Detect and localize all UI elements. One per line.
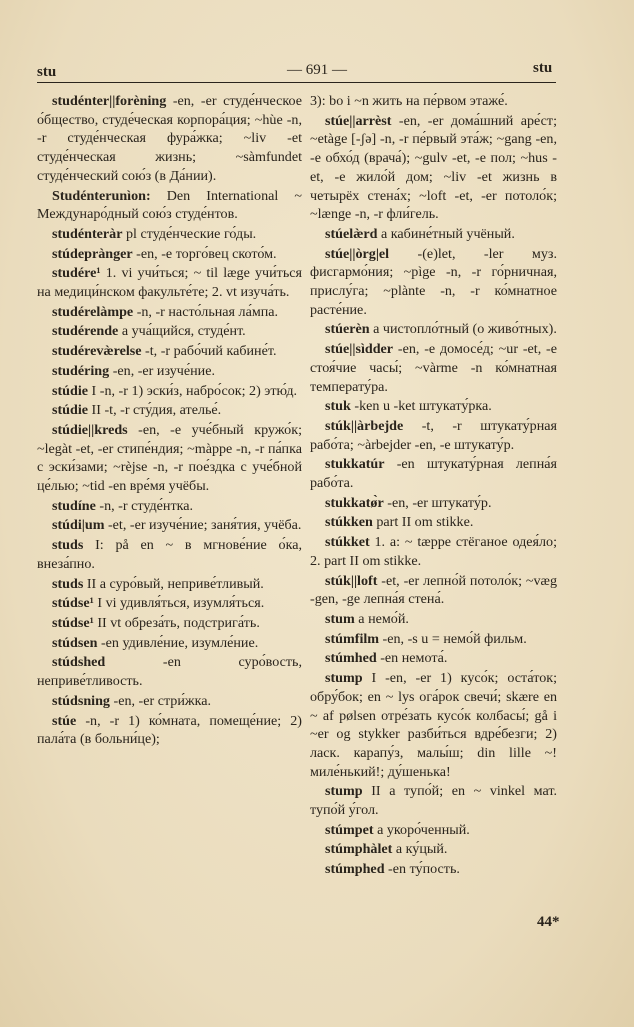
entry-definition: I vi удивля́ться, изумля́ться. [93, 595, 265, 612]
entry-definition: -t, -r штукату́рная рабо́та; ~àrbejder -en, -e штукату́р. [310, 417, 557, 453]
entry-definition: II vt обреза́ть, подстрига́ть. [93, 614, 260, 631]
entry-headword: stúmfilm [325, 630, 380, 647]
entry-headword: stúe||arrèst [325, 112, 392, 129]
entry-definition: -en, -er студе́нческое о́бщество, студе́ческая корпора́ция; ~hùe -n, -r студе́нческая фура́жка; ~liv -et студе́нческая жизнь; ~sàmfundet студе́нческий сою́з (в Да́нии). [37, 93, 302, 184]
entry-definition: a уча́щийся, студе́нт. [118, 323, 246, 340]
dictionary-entry [310, 630, 557, 649]
entry-definition: -n, -r студе́нтка. [95, 497, 194, 514]
entry-headword: stúe||sìdder [325, 341, 394, 358]
dictionary-entry [37, 401, 302, 420]
entry-definition: -en, -er стри́жка. [109, 692, 212, 709]
entry-headword: stukkatúr [325, 456, 385, 473]
entry-headword: stúdse¹ [52, 614, 94, 631]
entry-definition: a немо́й. [354, 610, 409, 627]
dictionary-entry [37, 342, 302, 361]
entry-definition: -n, -r насто́льная ла́мпа. [133, 303, 279, 320]
dictionary-entry [310, 320, 557, 339]
entry-definition: -et, -er изуче́ние; заня́тия, учёба. [104, 517, 302, 534]
running-head-right: stu [533, 60, 553, 76]
entry-definition: 1. a: ~ tæppe стёганое одея́ло; 2. part II om stikke. [310, 534, 557, 569]
dictionary-entry [310, 610, 557, 629]
dictionary-entry [37, 322, 302, 341]
dictionary-entry [310, 821, 557, 840]
dictionary-entry [310, 649, 557, 668]
dictionary-entry [37, 92, 302, 186]
entry-definition: -en немота́. [376, 650, 448, 667]
entry-headword: studérelàmpe [52, 303, 134, 320]
dictionary-entry [37, 382, 302, 401]
entry-headword: stúelæ̀rd [325, 225, 378, 242]
entry-headword: stum [325, 610, 355, 627]
entry-headword: stúmpet [325, 821, 374, 838]
entry-definition: 1. vi учи́ться; ~ til læge учи́ться на медици́нском факульте́те; 2. vt изуча́ть. [37, 265, 302, 301]
entry-definition: -ken u -ket штукату́рка. [350, 398, 492, 415]
entry-definition: -en, -er штукату́р. [383, 494, 492, 511]
dictionary-entry [310, 245, 557, 320]
entry-headword: stúdepràngеr [52, 245, 133, 262]
entry-definition: II a тупо́й; en ~ vinkel мат. тупо́й у́гол. [310, 783, 557, 819]
dictionary-entry [310, 494, 557, 513]
entry-headword: stúe||òrg|el [325, 245, 390, 262]
entry-definition: Den International ~ Междунаро́дный сою́з студе́нтов. [37, 187, 302, 223]
entry-definition: -en удивле́ние, изумле́ние. [97, 634, 259, 651]
entry-definition: -n, -r 1) ко́мната, помеще́ние; 2) пала́та (в больни́це); [37, 712, 302, 748]
dictionary-entry [37, 575, 302, 594]
entry-headword: stúmphàlet [325, 841, 393, 858]
dictionary-entry [310, 669, 557, 781]
entry-definition: -en штукату́рная лепна́я рабо́та. [310, 456, 557, 492]
dictionary-entry [37, 421, 302, 496]
dictionary-entry [37, 536, 302, 573]
entry-headword: stúe [52, 712, 77, 729]
entry-definition: -et, -er лепно́й потоло́к; ~væg -gen, -ge лепна́я стена́. [310, 572, 557, 608]
entry-headword: stúmphed [325, 861, 385, 878]
entry-headword: stúdsning [52, 692, 110, 709]
entry-headword: stump [325, 670, 363, 687]
entry-definition: -en, -e домосе́д; ~ur -et, -e стоя́чие часы́; ~vàrme -n ко́мнатная температу́ра. [310, 341, 557, 395]
dictionary-entry [37, 634, 302, 653]
dictionary-entry [310, 782, 557, 819]
dictionary-entry [37, 497, 302, 516]
entry-headword: stúdie [52, 382, 89, 399]
entry-definition: I -n, -r 1) эски́з, набро́сок; 2) этю́д. [88, 382, 298, 399]
entry-headword: stúdi|um [52, 517, 105, 534]
entry-definition: -(e)let, -ler муз. фисгармо́ния; ~pìge -n, -r го́рничная, прислу́га; ~plànte -n, -r ко́мнатное расте́ние. [310, 245, 557, 318]
entry-headword: stúdsen [52, 634, 98, 651]
entry-definition: -t, -r рабо́чий кабине́т. [141, 343, 277, 360]
left-column [37, 92, 302, 750]
dictionary-entry [310, 455, 557, 492]
entry-headword: stúk||àrbejde [325, 417, 404, 434]
entry-definition: -en, -e уче́бный кружо́к; ~legàt -et, -er стипе́ндия; ~màppe -n, -r па́пка с эски́зами; ~rèjse -n, -r пое́здка с уче́бной це́лью; ~tid -en вре́мя учёбы. [37, 421, 302, 495]
running-head-left: stu [37, 64, 57, 80]
header-rule [37, 82, 556, 83]
entry-headword: studíne [52, 497, 96, 514]
entry-definition: -en, -e торго́вец ското́м. [132, 245, 277, 262]
entry-headword: studénteràr [52, 225, 123, 242]
dictionary-entry [310, 860, 557, 879]
entry-headword: stuk [325, 398, 351, 415]
dictionary-entry [37, 303, 302, 322]
entry-definition: -en суро́вость, неприве́тливость. [37, 654, 302, 690]
entry-definition: -en, -er дома́шний аре́ст; ~etàge [-ʃə] -n, -r пе́рвый эта́ж; ~gang -en, -e обхо́д (врача́); ~gulv -et, -e пол; ~hus -et, -e жило́й дом; ~liv -et жизнь в четырёх стена́х; ~loft -et, -er потоло́к; ~længe -n, -r фли́гель. [310, 112, 557, 223]
dictionary-entry [310, 533, 557, 570]
dictionary-entry [310, 112, 557, 224]
entry-headword: Studénterunìon: [52, 187, 151, 204]
entry-headword: stúkket [325, 534, 370, 551]
dictionary-entry [310, 572, 557, 609]
page-number: — 691 — [287, 62, 347, 78]
dictionary-entry [37, 692, 302, 711]
entry-definition: a чистопло́тный (о живо́тных). [369, 321, 557, 338]
dictionary-entry [37, 516, 302, 535]
entry-headword: studs [52, 537, 84, 554]
entry-definition: -en ту́пость. [384, 861, 460, 878]
entry-headword: studs [52, 575, 84, 592]
entry-headword: stump [325, 783, 363, 800]
entry-headword: stúkken [325, 514, 373, 531]
dictionary-entry [37, 225, 302, 244]
dictionary-entry [37, 653, 302, 690]
entry-definition: -en, -s u = немо́й фильм. [379, 630, 527, 647]
dictionary-entry [310, 92, 557, 111]
signature-mark: 44* [537, 914, 560, 930]
entry-definition: pl студе́нческие го́ды. [122, 225, 257, 242]
dictionary-entry [37, 362, 302, 381]
entry-definition: part II om stikke. [372, 514, 474, 531]
dictionary-entry [37, 187, 302, 224]
dictionary-entry [310, 225, 557, 244]
entry-headword: studérende [52, 323, 119, 340]
entry-headword: stúdie||kreds [52, 421, 128, 438]
dictionary-entry [310, 513, 557, 532]
entry-definition: a укоро́ченный. [373, 821, 470, 838]
entry-definition: I: på en ~ в мгнове́ние о́ка, внеза́пно. [37, 537, 302, 572]
dictionary-entry [37, 245, 302, 264]
entry-headword: stúmhed [325, 650, 377, 667]
dictionary-entry [310, 417, 557, 454]
dictionary-entry [310, 397, 557, 416]
entry-headword: stúk||loft [325, 572, 378, 589]
entry-headword: studéring [52, 362, 110, 379]
entry-headword: stúerèn [325, 321, 370, 338]
entry-definition: II -t, -r сту́дия, ателье́. [88, 402, 222, 419]
dictionary-entry [37, 614, 302, 633]
entry-definition: II a суро́вый, неприве́тливый. [83, 575, 264, 592]
entry-headword: studénter||forèning [52, 93, 167, 109]
entry-headword: studére¹ [52, 265, 101, 282]
entry-headword: stúdie [52, 402, 89, 419]
dictionary-entry [310, 840, 557, 859]
entry-headword: studérevæ̀relse [52, 343, 142, 360]
entry-definition: a кабине́тный учёный. [377, 225, 515, 242]
entry-definition: -en, -er изуче́ние. [109, 362, 215, 379]
dictionary-entry [310, 340, 557, 396]
entry-definition: a ку́цый. [392, 841, 448, 858]
dictionary-entry [37, 712, 302, 749]
dictionary-entry [37, 264, 302, 301]
right-column [310, 92, 557, 880]
dictionary-entry [37, 594, 302, 613]
entry-definition: I -en, -er 1) кусо́к; оста́ток; обру́бок; en ~ lys ога́рок свечи́; skære en ~ af pølsen отре́зать кусо́к колбасы́; gå i ~er og stykker разби́ться вдре́безги; 2) ласк. карапу́з, малы́ш; din lille ~! миле́нький!; ду́шенька! [310, 670, 557, 780]
entry-definition: 3): bo i ~n жить на пе́рвом этаже́. [310, 93, 508, 109]
entry-headword: stúdse¹ [52, 595, 94, 612]
entry-headword: stukkatø̀r [325, 494, 384, 511]
entry-headword: stúdshed [52, 654, 106, 671]
